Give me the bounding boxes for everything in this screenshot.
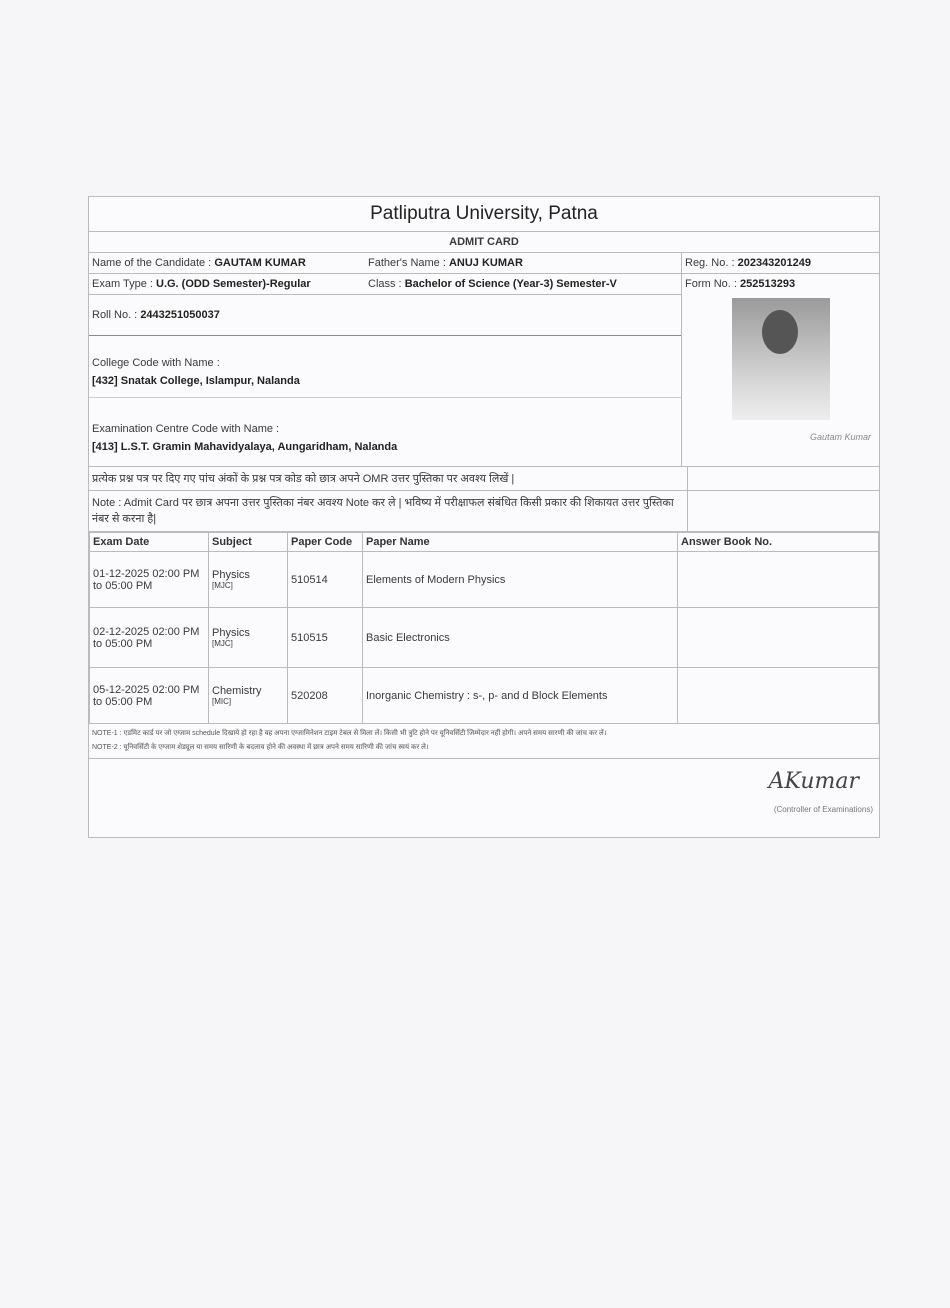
header-exam-date: Exam Date [90,533,209,552]
note-2: NOTE-2 : यूनिवर्सिटी के एग्जाम शेड्यूल या समय सारिणी के बदलाव होने की अवस्था में छात्र अपने समय सारिणी की जांच स्वयं कर ले। [92,744,429,751]
table-row [90,552,879,608]
subject-type: [MIC] [212,697,232,706]
paper-name: Elements of Modern Physics [363,552,678,608]
note-1: NOTE-1 : एडमिट कार्ड पर जो एग्जाम schedule दिखाये हो रहा है वह अपना एग्जामिनेशन टाइम टेबल से मिला लें। किसी भी त्रुटि होने पर यूनिवर्सिटी जिम्मेदार नहीं होगी। अपने समय सारणी की जांच कर लें। [92,730,607,737]
exam-date: 01-12-2025 02:00 PM to 05:00 PM [90,552,209,608]
header-paper-name: Paper Name [363,533,678,552]
instruction-omr: प्रत्येक प्रश्न पत्र पर दिए गए पांच अंकों के प्रश्न पत्र कोड को छात्र अपने OMR उत्तर पुस्तिका पर अवश्य लिखें | [89,467,688,490]
answer-book-no [678,552,879,608]
table-row [90,608,879,668]
college: [432] Snatak College, Islampur, Nalanda [92,375,300,387]
answer-book-no [678,668,879,724]
subject-type: [MJC] [212,581,233,590]
paper-name: Basic Electronics [363,608,678,668]
form-no: 252513293 [740,278,796,290]
candidate-photo [732,298,830,420]
exam-date: 05-12-2025 02:00 PM to 05:00 PM [90,668,209,724]
controller-label: (Controller of Examinations) [773,805,873,814]
header-answer-book: Answer Book No. [678,533,879,552]
class-label: Class : [368,278,402,290]
exam-date: 02-12-2025 02:00 PM to 05:00 PM [90,608,209,668]
paper-code: 510515 [288,608,363,668]
answer-book-no [678,608,879,668]
name-label: Name of the Candidate : [92,257,212,269]
centre-label: Examination Centre Code with Name : [92,423,280,435]
reg-no: 202343201249 [737,257,812,269]
subject: Physics [212,627,250,639]
admit-card [88,196,880,838]
header-paper-code: Paper Code [288,533,363,552]
exam-centre: [413] L.S.T. Gramin Mahavidyalaya, Aungaridham, Nalanda [92,441,398,453]
roll-no: 2443251050037 [140,309,220,321]
paper-code: 520208 [288,668,363,724]
university-name: Patliputra University, Patna [89,197,879,232]
header-subject: Subject [209,533,288,552]
candidate-name: GAUTAM KUMAR [214,257,306,269]
college-label: College Code with Name : [92,357,220,369]
table-row [90,668,879,724]
paper-code: 510514 [288,552,363,608]
subject: Chemistry [212,685,262,697]
exam-type-label: Exam Type : [92,278,153,290]
father-name: ANUJ KUMAR [448,257,523,269]
instruction-answer-book: Note : Admit Card पर छात्र अपना उत्तर पुस्तिका नंबर अवश्य Note कर ले | भविष्य में परीक्षाफल संबंधित किसी प्रकार की शिकायत उत्तर पुस्तिका नंबर से करना है| [89,491,688,531]
paper-name: Inorganic Chemistry : s-, p- and d Block Elements [363,668,678,724]
exam-schedule-table [89,532,879,724]
form-label: Form No. : [685,278,737,290]
candidate-signature: Gautam Kumar [809,432,871,442]
exam-type: U.G. (ODD Semester)-Regular [156,278,311,290]
father-label: Father's Name : [368,257,446,269]
subject: Physics [212,569,250,581]
roll-label: Roll No. : [92,309,138,321]
class: Bachelor of Science (Year-3) Semester-V [404,278,617,290]
subject-type: [MJC] [212,639,233,648]
controller-signature: AKumar [768,769,859,794]
card-title: ADMIT CARD [89,232,879,253]
reg-label: Reg. No. : [685,257,735,269]
